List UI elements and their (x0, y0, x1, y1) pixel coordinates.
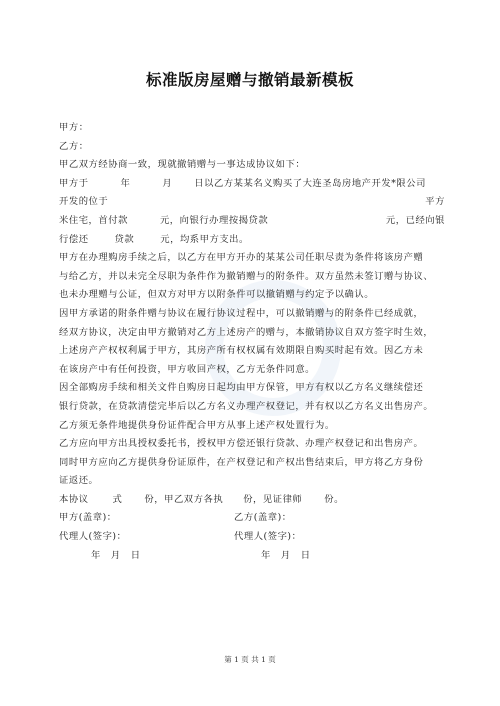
party-a-month: 月 (110, 549, 121, 561)
repayment-line: 行偿还 贷款 元，均系甲方支出。 (59, 233, 249, 245)
seal-line (59, 509, 445, 528)
location-line: 开发的位于 平方 (59, 196, 445, 208)
purchase-line: 甲方于 年 月 日以乙方某某名义购买了大连圣岛房地产开发*限公司 (59, 177, 426, 189)
paragraph-line: 因全部购房手续和相关文件自购房日起均由甲方保管，甲方有权以乙方名义继续偿还 (59, 382, 424, 394)
paragraph-line: 银行贷款，在贷款清偿完毕后以乙方名义办理产权登记，并有权以乙方名义出售房产。 (59, 400, 434, 412)
paragraph-line: 乙方应向甲方出具授权委托书，授权甲方偿还银行贷款、办理产权登记和出售房产。 (59, 438, 424, 450)
intro-line: 甲乙双方经协商一致，现就撤销赠与一事达成协议如下： (59, 159, 306, 171)
paragraph-line: 上述房产产权权利属于甲方，其房产所有权权属有效期限自购买时起有效。因乙方未 (59, 345, 424, 357)
copies-line: 本协议 式 份，甲乙双方各执 份，见证律师 份。 (59, 493, 344, 505)
agent-line (59, 528, 445, 547)
party-b-seal-label: 乙方(盖章)： (234, 512, 292, 524)
paragraph-line: 证返还。 (59, 475, 99, 487)
party-b-line: 乙方： (59, 140, 89, 152)
paragraph-line: 也未办理赠与公证，但双方对甲方以附条件可以撤销赠与约定予以确认。 (59, 289, 375, 301)
party-a-day: 日 (130, 549, 141, 561)
payment-line: 米住宅，首付款 元，向银行办理按揭贷款 元，已经向银 (59, 214, 445, 226)
paragraph-line: 因甲方承诺的附条件赠与协议在履行协议过程中，可以撤销赠与的附条件已经成就， (59, 307, 424, 319)
date-line (59, 547, 445, 566)
party-a-line: 甲方： (59, 122, 89, 133)
page-footer: 第 1 页 共 1 页 (224, 655, 276, 664)
paragraph-line: 与给乙方，并以未完全尽职为条件作为撤销赠与的附条件。双方虽然未签订赠与协议、 (59, 270, 434, 282)
paragraph-line: 乙方须无条件地提供身份证件配合甲方从事上述产权处置行为。 (59, 419, 335, 431)
party-b-date: 年 月 日 (261, 549, 311, 561)
party-b-agent-label: 代理人(签字)： (234, 531, 302, 543)
party-a-agent-label: 代理人(签字)： (59, 531, 127, 543)
party-a-seal-label: 甲方(盖章)： (59, 512, 117, 524)
paragraph-line: 经双方协议，决定由甲方撤销对乙方上述房产的赠与，本撤销协议自双方签字时生效， (59, 326, 434, 338)
document-body (59, 119, 445, 565)
paragraph-line: 同时甲方应向乙方提供身份证原件，在产权登记和产权出售结束后，甲方将乙方身份 (59, 456, 424, 468)
party-a-year: 年 (91, 549, 101, 561)
document-title: 标准版房屋赠与撤销最新模板 (145, 71, 354, 89)
paragraph-line: 在该房产中有任何投资，甲方收回产权，乙方无条件同意。 (59, 363, 316, 375)
paragraph-line: 甲方在办理购房手续之后，以乙方在甲方开办的某某公司任职尽责为条件将该房产赠 (59, 252, 424, 264)
